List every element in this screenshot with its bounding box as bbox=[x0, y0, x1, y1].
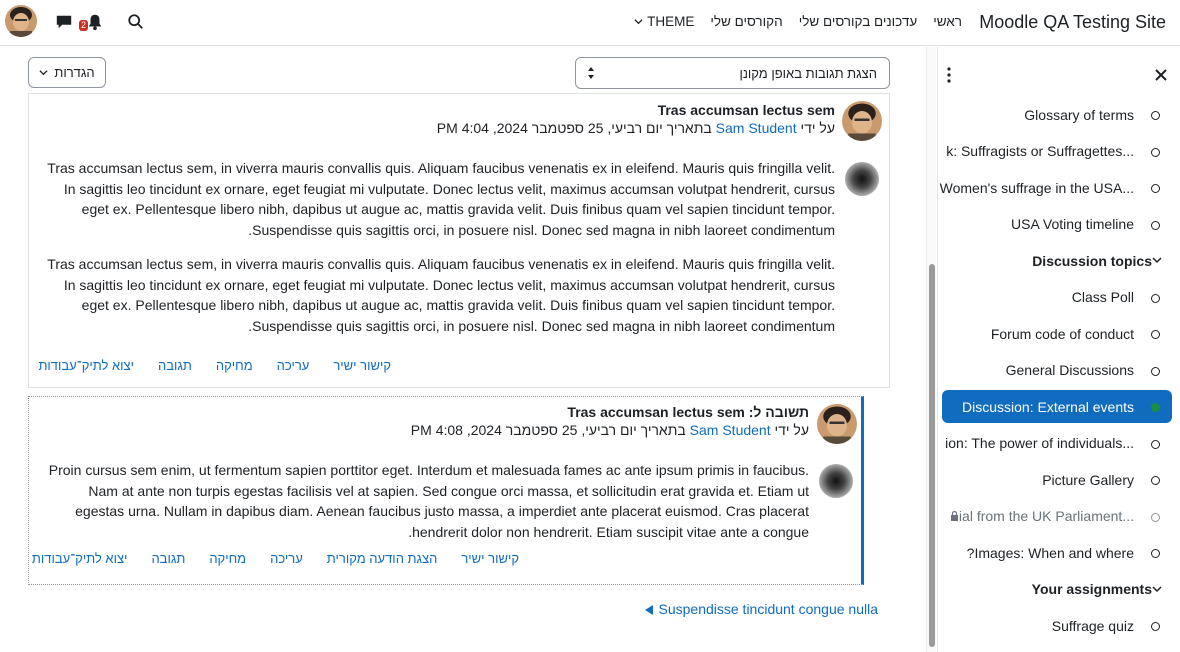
post-paragraph: Tras accumsan lectus sem, in viverra mauris convallis quis. Aliquam faucibus venenatis ex in eleifend. Mauris quis fringilla velit. In sagittis leo tincidunt ex ornare, eget feugiat mi vulputate. Donec lectus velit, maximus accumsan volutpat hendrerit, cursus eget ex. Pellentesque libero nibh, dapibus ut augue ac, mattis gravida velit. Duis finibus quam vel sapien tincidunt tempor. Suspendisse quis sagittis orci, in posuere nisl. Donec sed magna in nibh laoreet condimentum. bbox=[47, 256, 835, 334]
completion-status-icon bbox=[1151, 513, 1160, 522]
nav-my-courses[interactable]: הקורסים שלי bbox=[710, 14, 783, 29]
post-date: בתאריך יום רביעי, 25 ספטמבר 2024, 4:04 PM bbox=[436, 120, 712, 136]
course-index-label: USA Voting timeline bbox=[1011, 216, 1134, 232]
nav-dashboard[interactable]: עדכונים בקורסים שלי bbox=[798, 14, 918, 29]
course-index-item[interactable] bbox=[942, 317, 1172, 350]
delete-link[interactable]: מחיקה bbox=[215, 358, 253, 373]
completion-status-icon bbox=[1151, 294, 1160, 303]
course-index-item[interactable] bbox=[942, 463, 1172, 496]
permalink-link[interactable]: קישור ישיר bbox=[461, 551, 519, 566]
group-picture bbox=[845, 162, 879, 196]
post-subject: תשובה ל: Tras accumsan lectus sem bbox=[567, 404, 809, 420]
delete-link[interactable]: מחיקה bbox=[209, 551, 247, 566]
course-index-label: ...ion: The power of individuals bbox=[945, 435, 1134, 451]
post-paragraph: Tras accumsan lectus sem, in viverra mauris convallis quis. Aliquam faucibus venenatis ex in eleifend. Mauris quis fringilla velit. In sagittis leo tincidunt ex ornare, eget feugiat mi vulputate. Donec lectus velit, maximus accumsan volutpat hendrerit, cursus eget ex. Pellentesque libero nibh, dapibus ut augue ac, mattis gravida velit. Duis finibus quam vel sapien tincidunt tempor. Suspendisse quis sagittis orci, in posuere nisl. Donec sed magna in nibh laoreet condimentum. bbox=[47, 160, 835, 238]
group-picture bbox=[819, 464, 853, 498]
post-header bbox=[437, 102, 835, 136]
next-discussion-label: Suspendisse tincidunt congue nulla bbox=[658, 601, 878, 617]
export-portfolio-link[interactable]: יצוא לתיק־עבודות bbox=[31, 551, 128, 566]
nav-theme-menu[interactable] bbox=[634, 14, 694, 29]
chevron-down-icon bbox=[634, 17, 643, 26]
export-portfolio-link[interactable]: יצוא לתיק־עבודות bbox=[38, 358, 134, 373]
course-index-label: Suffrage quiz bbox=[1051, 617, 1134, 634]
completion-status-icon bbox=[1151, 148, 1160, 157]
permalink-link[interactable]: קישור ישיר bbox=[333, 358, 391, 373]
completion-status-icon bbox=[1151, 622, 1160, 631]
completion-status-icon bbox=[1151, 440, 1160, 449]
by-prefix: על ידי bbox=[774, 422, 809, 438]
course-index-item[interactable] bbox=[942, 609, 1172, 642]
course-index-drawer bbox=[937, 47, 1180, 652]
next-discussion-link[interactable] bbox=[644, 601, 879, 617]
completion-status-icon bbox=[1151, 403, 1160, 412]
display-mode-select[interactable] bbox=[575, 57, 890, 89]
chat-icon[interactable] bbox=[55, 13, 73, 31]
forum-reply-post bbox=[28, 396, 864, 585]
top-navbar bbox=[0, 0, 1180, 46]
main-scrollbar[interactable] bbox=[926, 47, 936, 652]
course-index-item[interactable] bbox=[942, 536, 1172, 569]
course-index-label: Class Poll bbox=[1071, 289, 1134, 305]
chevron-down-icon[interactable] bbox=[1152, 584, 1162, 594]
user-avatar[interactable] bbox=[5, 5, 37, 37]
post-message bbox=[39, 460, 809, 542]
post-actions bbox=[38, 358, 391, 373]
post-subject: Tras accumsan lectus sem bbox=[657, 102, 835, 118]
nav-theme-label: THEME bbox=[647, 14, 695, 29]
settings-dropdown-button[interactable] bbox=[28, 57, 106, 88]
completion-status-icon bbox=[1151, 111, 1160, 120]
completion-status-icon bbox=[1151, 184, 1160, 193]
course-index-section[interactable] bbox=[942, 244, 1172, 277]
forum-post bbox=[28, 93, 890, 388]
edit-link[interactable]: עריכה bbox=[270, 551, 303, 566]
notification-count-badge: 2 bbox=[81, 20, 87, 30]
course-index-label: ...Women's suffrage in the USA bbox=[939, 179, 1134, 196]
bell-icon[interactable] bbox=[86, 13, 104, 31]
lock-icon bbox=[950, 511, 959, 521]
post-byline bbox=[437, 120, 835, 136]
close-icon[interactable] bbox=[1155, 69, 1167, 81]
post-header bbox=[411, 404, 809, 438]
reply-link[interactable]: תגובה bbox=[151, 551, 186, 566]
author-avatar[interactable] bbox=[842, 101, 882, 141]
search-icon[interactable] bbox=[127, 13, 145, 31]
course-index-label: Discussion: External events bbox=[962, 398, 1134, 415]
show-parent-link[interactable]: הצגת הודעה מקורית bbox=[326, 551, 438, 566]
course-index-label: ...ial from the UK Parliament bbox=[958, 508, 1134, 524]
select-arrows-icon bbox=[586, 66, 596, 80]
drawer-header bbox=[938, 47, 1180, 101]
chevron-down-icon bbox=[39, 68, 48, 77]
course-index-section[interactable] bbox=[942, 573, 1172, 606]
reply-link[interactable]: תגובה bbox=[157, 358, 192, 373]
course-index-label: Images: When and where? bbox=[966, 544, 1134, 561]
course-index-item[interactable] bbox=[942, 390, 1172, 423]
site-name[interactable]: Moodle QA Testing Site bbox=[979, 12, 1166, 32]
post-byline bbox=[411, 422, 809, 438]
chevron-down-icon[interactable] bbox=[1152, 255, 1162, 265]
post-actions bbox=[32, 551, 519, 566]
post-date: בתאריך יום רביעי, 25 ספטמבר 2024, 4:08 PM bbox=[410, 422, 686, 438]
course-index-label: Forum code of conduct bbox=[990, 325, 1134, 342]
display-mode-value: הצגת תגובות באופן מקונן bbox=[739, 65, 877, 81]
post-paragraph: Proin cursus sem enim, ut fermentum sapien porttitor eget. Interdum et malesuada fames ac ante ipsum primis in faucibus. Nam at ante non turpis egestas facilisis vel at sapien. Sed congue orci massa, et sollicitudin erat gravida et. Etiam ut egestas urna. Nullam in dapibus diam. Aenean faucibus justo massa, a imperdiet ante placerat euismod. Cras placerat hendrerit dolor non hendrerit. Etiam suscipit vitae ante a congue. bbox=[48, 462, 809, 540]
course-index-label: Discussion topics bbox=[1032, 252, 1152, 269]
nav-home[interactable]: ראשי bbox=[933, 14, 962, 29]
author-link[interactable]: Sam Student bbox=[715, 120, 797, 136]
completion-status-icon bbox=[1151, 476, 1160, 485]
post-message bbox=[35, 158, 835, 336]
author-avatar[interactable] bbox=[817, 404, 857, 444]
triangle-left-icon bbox=[644, 604, 654, 616]
completion-status-icon bbox=[1151, 330, 1160, 339]
course-index-item[interactable] bbox=[942, 500, 1172, 533]
course-index-item[interactable] bbox=[942, 208, 1172, 241]
course-index-label: Your assignments bbox=[1031, 581, 1152, 597]
completion-status-icon bbox=[1151, 221, 1160, 230]
course-index-label: Glossary of terms bbox=[1024, 106, 1134, 123]
kebab-menu-icon[interactable] bbox=[946, 67, 952, 83]
course-index-label: Picture Gallery bbox=[1042, 471, 1134, 488]
by-prefix: על ידי bbox=[800, 120, 835, 136]
course-index-item[interactable] bbox=[942, 135, 1172, 168]
completion-status-icon bbox=[1151, 549, 1160, 558]
course-index-item[interactable] bbox=[942, 427, 1172, 460]
course-index-label: ...k: Suffragists or Suffragettes bbox=[946, 143, 1134, 159]
course-index-label: General Discussions bbox=[1005, 362, 1134, 378]
scrollbar-thumb[interactable] bbox=[929, 264, 935, 647]
primary-navigation bbox=[634, 14, 962, 29]
settings-label: הגדרות bbox=[54, 65, 95, 80]
course-index-item[interactable] bbox=[942, 281, 1172, 314]
course-index-item[interactable] bbox=[942, 98, 1172, 131]
completion-status-icon bbox=[1151, 367, 1160, 376]
author-link[interactable]: Sam Student bbox=[689, 422, 771, 438]
edit-link[interactable]: עריכה bbox=[276, 358, 310, 373]
main-content bbox=[0, 47, 924, 652]
course-index-item[interactable] bbox=[939, 171, 1172, 204]
course-index-item[interactable] bbox=[942, 354, 1172, 387]
